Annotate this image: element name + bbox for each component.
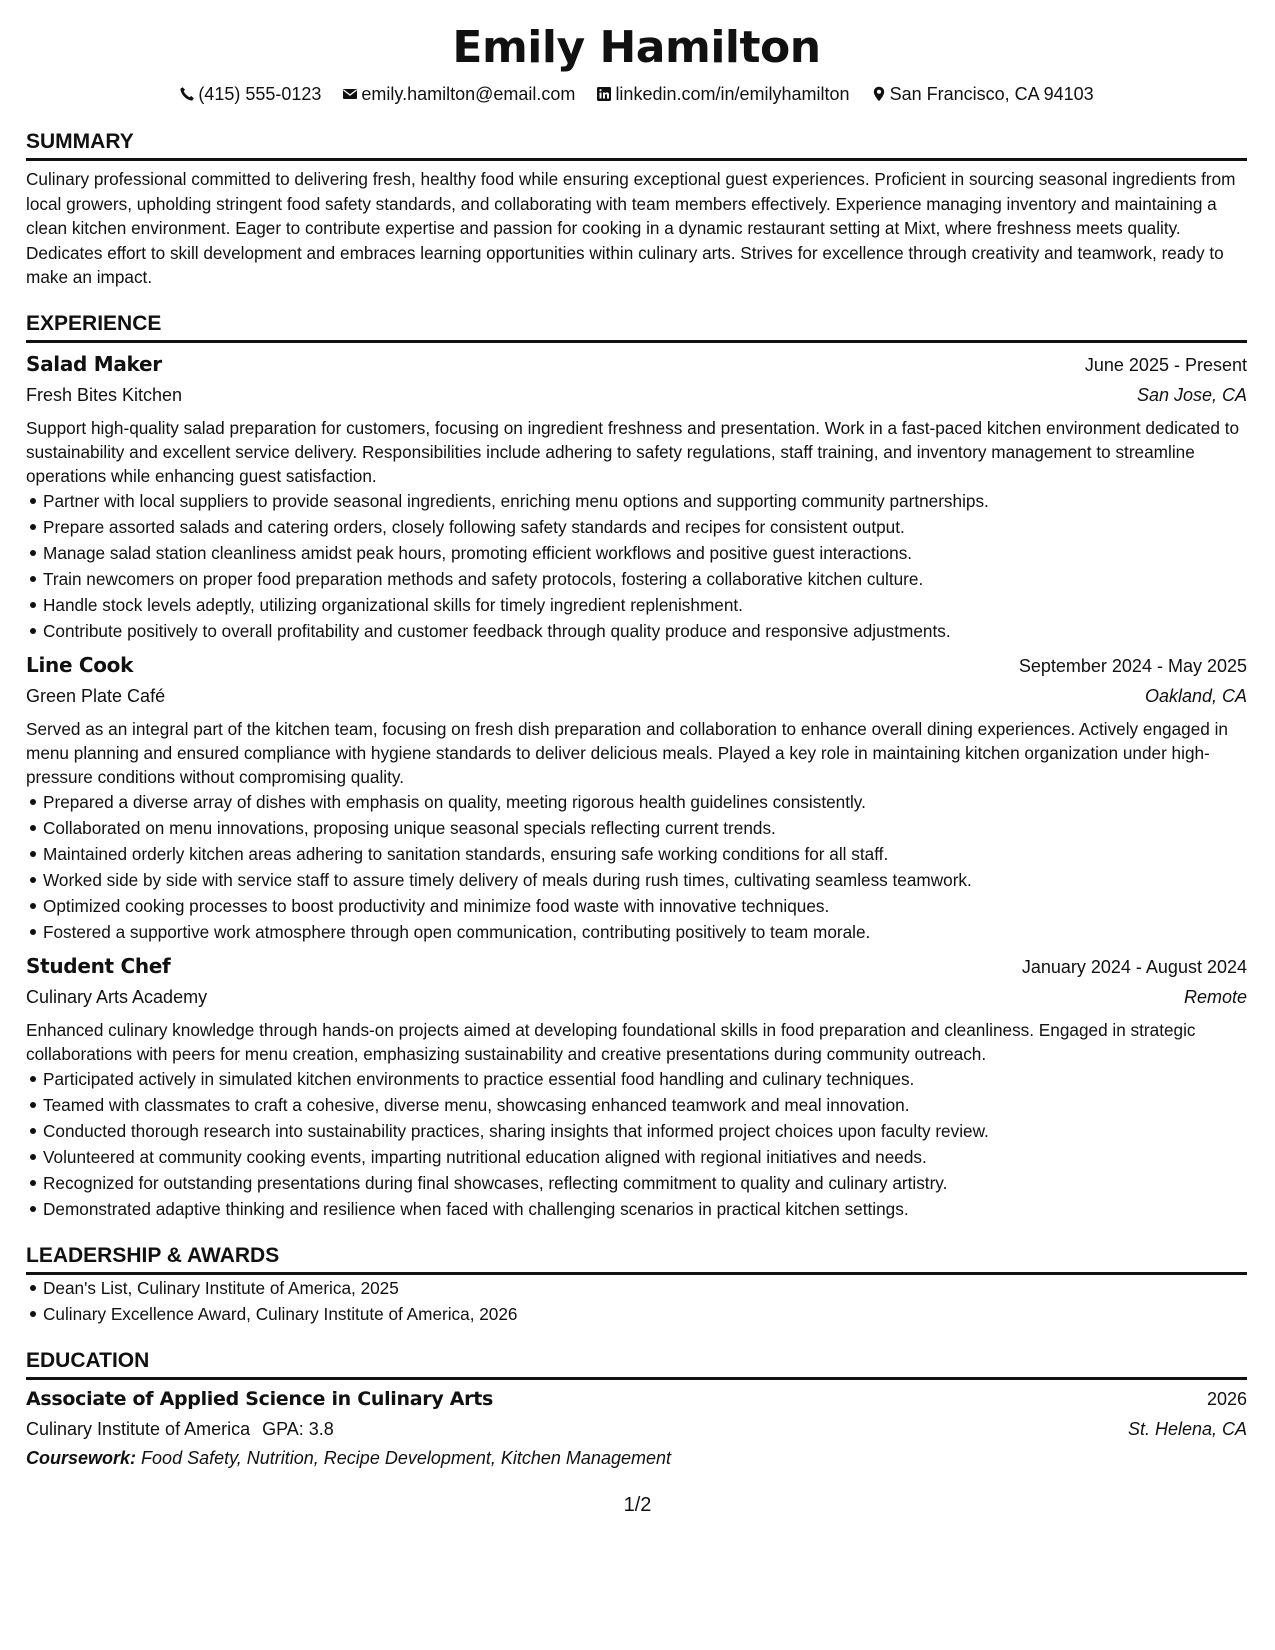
contact-email-text: emily.hamilton@email.com (361, 84, 576, 104)
contact-phone (179, 82, 321, 106)
list-item: Demonstrated adaptive thinking and resilience when faced with challenging scenarios in practical kitchen settings. (43, 1196, 1247, 1222)
list-item: Dean's List, Culinary Institute of America, 2025 (43, 1275, 1247, 1301)
job-entry (26, 650, 1247, 945)
list-item: Prepared a diverse array of dishes with emphasis on quality, meeting rigorous health guidelines consistently. (43, 789, 1247, 815)
list-item: Partner with local suppliers to provide seasonal ingredients, enriching menu options and supporting community partnerships. (43, 488, 1247, 514)
summary-section (26, 128, 1247, 290)
school-name: Culinary Institute of America (26, 1418, 251, 1439)
summary-text: Culinary professional committed to delivering fresh, healthy food while ensuring exceptional guest experiences. Proficient in sourcing seasonal ingredients from local growers, upholding stringent food safety standards, and collaborating with team members effectively. Experience managing inventory and maintaining a clean kitchen environment. Eager to contribute expertise and passion for cooking in a dynamic restaurant setting at Mixt, where freshness meets quality. Dedicates effort to skill development and embraces learning opportunities within culinary arts. Strives for excellence through creativity and teamwork, ready to make an impact. (26, 169, 1236, 287)
job-location: San Jose, CA (1136, 384, 1247, 405)
job-location: Remote (1183, 986, 1247, 1007)
experience-section (26, 310, 1247, 1222)
job-entry (26, 951, 1247, 1222)
job-bullets (26, 1066, 1247, 1222)
resume-page (26, 20, 1247, 1472)
page-number: 1/2 (623, 1494, 652, 1516)
linkedin-icon (596, 86, 612, 102)
list-item: Prepare assorted salads and catering orders, closely following safety standards and recipes for consistent output. (43, 514, 1247, 540)
awards-section (26, 1242, 1247, 1327)
job-bullets (26, 789, 1247, 945)
contact-bar (26, 82, 1247, 106)
job-title: Student Chef (26, 953, 171, 978)
job-company: Green Plate Café (26, 685, 166, 706)
school-line (26, 1414, 334, 1444)
awards-list (26, 1275, 1247, 1327)
list-item: Handle stock levels adeptly, utilizing organizational skills for timely ingredient replenishment. (43, 592, 1247, 618)
job-dates: January 2024 - August 2024 (1021, 956, 1247, 977)
list-item: Participated actively in simulated kitchen environments to practice essential food handling and culinary techniques. (43, 1066, 1247, 1092)
coursework-label: Coursework: (26, 1447, 137, 1468)
contact-email[interactable] (342, 82, 575, 106)
job-title: Salad Maker (26, 351, 162, 376)
job-description: Served as an integral part of the kitchen team, focusing on fresh dish preparation and collaboration to enhance overall dining experiences. Actively engaged in menu planning and ensured compliance with hygiene standards to deliver delicious meals. Played a key role in maintaining kitchen organization under high-pressure conditions without compromising quality. (26, 718, 1228, 787)
envelope-icon (342, 86, 358, 102)
awards-heading: LEADERSHIP & AWARDS (26, 1242, 1247, 1275)
degree-title: Associate of Applied Science in Culinary Arts (26, 1387, 493, 1410)
list-item: Fostered a supportive work atmosphere through open communication, contributing positively to team morale. (43, 919, 1247, 945)
graduation-year: 2026 (1206, 1388, 1247, 1409)
contact-linkedin[interactable] (596, 82, 849, 106)
phone-icon (179, 86, 195, 102)
job-description: Enhanced culinary knowledge through hands-on projects aimed at developing foundational skills in food preparation and cleanliness. Engaged in strategic collaborations with peers for menu creation, emphasizing sustainability and creative presentations during community outreach. (26, 1019, 1196, 1064)
gpa: GPA: 3.8 (262, 1418, 334, 1439)
education-heading: EDUCATION (26, 1347, 1247, 1380)
list-item: Teamed with classmates to craft a cohesive, diverse menu, showcasing enhanced teamwork and meal innovation. (43, 1092, 1247, 1118)
list-item: Culinary Excellence Award, Culinary Institute of America, 2026 (43, 1301, 1247, 1327)
list-item: Optimized cooking processes to boost productivity and minimize food waste with innovative techniques. (43, 893, 1247, 919)
list-item: Maintained orderly kitchen areas adhering to sanitation standards, ensuring safe working conditions for all staff. (43, 841, 1247, 867)
education-section (26, 1347, 1247, 1472)
job-description: Support high-quality salad preparation for customers, focusing on ingredient freshness and presentation. Work in a fast-paced kitchen environment dedicated to sustainability and excellent service delivery. Responsibilities include adhering to safety regulations, staff training, and inventory management to streamline operations while enhancing guest satisfaction. (26, 417, 1240, 486)
job-company: Fresh Bites Kitchen (26, 384, 183, 405)
coursework (26, 1444, 1247, 1472)
contact-location (871, 82, 1094, 106)
experience-heading: EXPERIENCE (26, 310, 1247, 343)
job-title: Line Cook (26, 652, 134, 677)
job-bullets (26, 488, 1247, 644)
job-dates: June 2025 - Present (1084, 354, 1247, 375)
list-item: Conducted thorough research into sustainability practices, sharing insights that informed project choices upon faculty review. (43, 1118, 1247, 1144)
list-item: Recognized for outstanding presentations during final showcases, reflecting commitment to quality and culinary artistry. (43, 1170, 1247, 1196)
contact-location-text: San Francisco, CA 94103 (889, 84, 1094, 104)
job-company: Culinary Arts Academy (26, 986, 208, 1007)
contact-linkedin-text: linkedin.com/in/emilyhamilton (615, 84, 850, 104)
list-item: Contribute positively to overall profitability and customer feedback through quality produce and responsive adjustments. (43, 618, 1247, 644)
list-item: Volunteered at community cooking events, imparting nutritional education aligned with regional initiatives and needs. (43, 1144, 1247, 1170)
school-location: St. Helena, CA (1127, 1418, 1247, 1439)
list-item: Train newcomers on proper food preparation methods and safety protocols, fostering a collaborative kitchen culture. (43, 566, 1247, 592)
job-dates: September 2024 - May 2025 (1018, 655, 1247, 676)
contact-phone-text: (415) 555-0123 (198, 84, 322, 104)
job-location: Oakland, CA (1144, 685, 1247, 706)
list-item: Collaborated on menu innovations, proposing unique seasonal specials reflecting current trends. (43, 815, 1247, 841)
job-entry (26, 349, 1247, 644)
list-item: Manage salad station cleanliness amidst peak hours, promoting efficient workflows and positive guest interactions. (43, 540, 1247, 566)
coursework-list: Food Safety, Nutrition, Recipe Development, Kitchen Management (141, 1447, 671, 1468)
candidate-name: Emily Hamilton (452, 22, 821, 73)
map-pin-icon (871, 86, 887, 102)
summary-heading: SUMMARY (26, 128, 1247, 161)
list-item: Worked side by side with service staff to assure timely delivery of meals during rush times, cultivating seamless teamwork. (43, 867, 1247, 893)
